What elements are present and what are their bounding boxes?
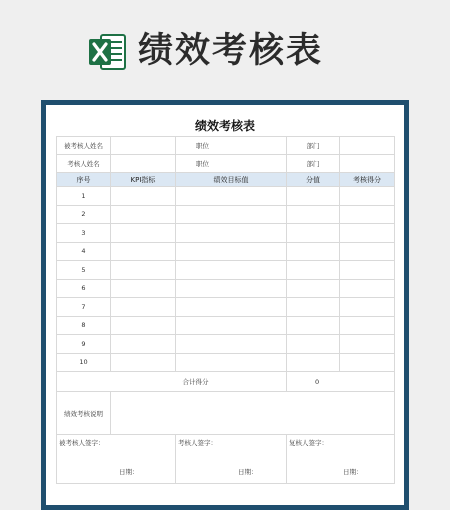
table-row bbox=[57, 335, 395, 354]
row-index: 1 bbox=[57, 187, 111, 206]
kpi-cell[interactable] bbox=[111, 224, 176, 243]
points-cell[interactable] bbox=[287, 187, 340, 206]
target-cell[interactable] bbox=[176, 298, 287, 317]
kpi-cell[interactable] bbox=[111, 242, 176, 261]
total-value: 0 bbox=[287, 372, 395, 392]
row-index: 9 bbox=[57, 335, 111, 354]
signature-label: 被考核人签字： bbox=[59, 439, 105, 447]
score-cell[interactable] bbox=[340, 316, 395, 335]
table-row bbox=[57, 242, 395, 261]
score-cell[interactable] bbox=[340, 187, 395, 206]
points-cell[interactable] bbox=[287, 353, 340, 372]
target-cell[interactable] bbox=[176, 261, 287, 280]
total-label: 合计得分 bbox=[57, 372, 287, 392]
row-index: 4 bbox=[57, 242, 111, 261]
excel-icon bbox=[88, 31, 126, 73]
col-header-target: 绩效目标值 bbox=[176, 173, 287, 187]
notes-label: 绩效考核说明 bbox=[57, 392, 111, 435]
table-row bbox=[57, 316, 395, 335]
signature-row bbox=[57, 435, 395, 484]
notes-field[interactable] bbox=[111, 392, 395, 435]
target-cell[interactable] bbox=[176, 205, 287, 224]
points-cell[interactable] bbox=[287, 335, 340, 354]
kpi-cell[interactable] bbox=[111, 205, 176, 224]
signature-label: 复核人签字： bbox=[289, 439, 328, 447]
target-cell[interactable] bbox=[176, 242, 287, 261]
col-header-kpi: KPI指标 bbox=[111, 173, 176, 187]
dept-field[interactable] bbox=[340, 155, 395, 173]
points-cell[interactable] bbox=[287, 224, 340, 243]
score-cell[interactable] bbox=[340, 353, 395, 372]
signature-cell-reviewer[interactable] bbox=[176, 435, 287, 484]
target-cell[interactable] bbox=[176, 279, 287, 298]
row-index: 8 bbox=[57, 316, 111, 335]
column-header-row bbox=[57, 173, 395, 187]
position-label: 职位 bbox=[176, 137, 287, 155]
score-cell[interactable] bbox=[340, 224, 395, 243]
signature-label: 考核人签字： bbox=[178, 439, 217, 447]
date-label: 日期： bbox=[343, 468, 363, 476]
dept-field[interactable] bbox=[340, 137, 395, 155]
reviewer-name-field[interactable] bbox=[111, 155, 176, 173]
signature-cell-reviewed[interactable] bbox=[57, 435, 176, 484]
col-header-index: 序号 bbox=[57, 173, 111, 187]
date-label: 日期： bbox=[238, 468, 258, 476]
spreadsheet-form bbox=[49, 110, 401, 500]
row-index: 3 bbox=[57, 224, 111, 243]
score-cell[interactable] bbox=[340, 335, 395, 354]
table-row bbox=[57, 279, 395, 298]
dept-label: 部门 bbox=[287, 137, 340, 155]
table-row bbox=[57, 224, 395, 243]
row-index: 6 bbox=[57, 279, 111, 298]
date-label: 日期： bbox=[119, 468, 139, 476]
evaluation-table bbox=[56, 136, 395, 484]
info-row-reviewed bbox=[57, 137, 395, 155]
table-row bbox=[57, 187, 395, 206]
col-header-score: 考核得分 bbox=[340, 173, 395, 187]
points-cell[interactable] bbox=[287, 316, 340, 335]
points-cell[interactable] bbox=[287, 242, 340, 261]
row-index: 5 bbox=[57, 261, 111, 280]
position-label: 职位 bbox=[176, 155, 287, 173]
reviewed-name-field[interactable] bbox=[111, 137, 176, 155]
points-cell[interactable] bbox=[287, 261, 340, 280]
points-cell[interactable] bbox=[287, 298, 340, 317]
table-row bbox=[57, 261, 395, 280]
col-header-points: 分值 bbox=[287, 173, 340, 187]
kpi-cell[interactable] bbox=[111, 261, 176, 280]
score-cell[interactable] bbox=[340, 298, 395, 317]
form-title: 绩效考核表 bbox=[194, 119, 255, 133]
kpi-cell[interactable] bbox=[111, 316, 176, 335]
table-row bbox=[57, 298, 395, 317]
row-index: 7 bbox=[57, 298, 111, 317]
table-row bbox=[57, 353, 395, 372]
kpi-cell[interactable] bbox=[111, 353, 176, 372]
row-index: 10 bbox=[57, 353, 111, 372]
table-row bbox=[57, 205, 395, 224]
points-cell[interactable] bbox=[287, 279, 340, 298]
target-cell[interactable] bbox=[176, 224, 287, 243]
reviewed-name-label: 被考核人姓名 bbox=[57, 137, 111, 155]
page-title: 绩效考核表 bbox=[138, 31, 324, 71]
notes-row bbox=[57, 392, 395, 435]
target-cell[interactable] bbox=[176, 335, 287, 354]
points-cell[interactable] bbox=[287, 205, 340, 224]
kpi-cell[interactable] bbox=[111, 187, 176, 206]
kpi-cell[interactable] bbox=[111, 298, 176, 317]
row-index: 2 bbox=[57, 205, 111, 224]
dept-label: 部门 bbox=[287, 155, 340, 173]
target-cell[interactable] bbox=[176, 316, 287, 335]
kpi-cell[interactable] bbox=[111, 279, 176, 298]
reviewer-name-label: 考核人姓名 bbox=[57, 155, 111, 173]
info-row-reviewer bbox=[57, 155, 395, 173]
kpi-cell[interactable] bbox=[111, 335, 176, 354]
score-cell[interactable] bbox=[340, 261, 395, 280]
target-cell[interactable] bbox=[176, 187, 287, 206]
score-cell[interactable] bbox=[340, 205, 395, 224]
score-cell[interactable] bbox=[340, 279, 395, 298]
data-rows bbox=[57, 187, 395, 372]
total-row bbox=[57, 372, 395, 392]
score-cell[interactable] bbox=[340, 242, 395, 261]
target-cell[interactable] bbox=[176, 353, 287, 372]
signature-cell-checker[interactable] bbox=[287, 435, 395, 484]
page-header bbox=[0, 0, 450, 100]
